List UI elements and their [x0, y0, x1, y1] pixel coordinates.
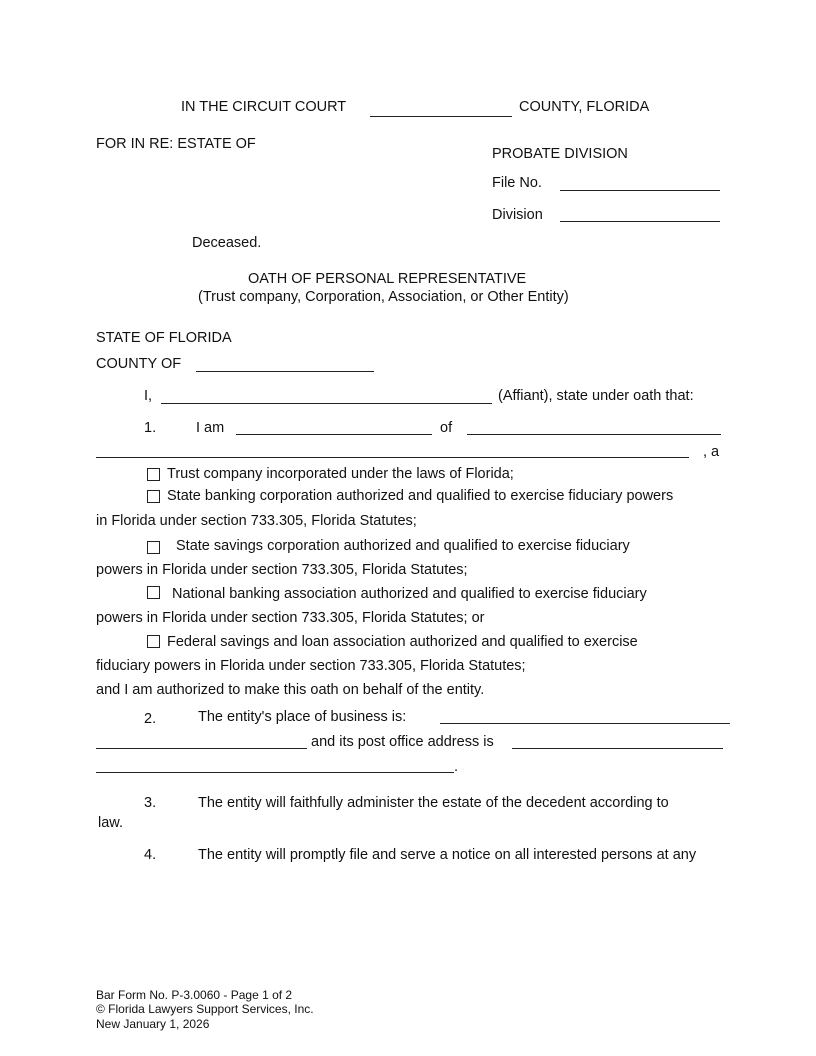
affiant-name-blank[interactable]: [161, 403, 492, 404]
option-state-savings-cont: powers in Florida under section 733.305, Florida Statutes;: [96, 562, 468, 578]
division-blank[interactable]: [560, 221, 720, 222]
para2-text: The entity's place of business is:: [198, 709, 407, 725]
place-of-business-blank[interactable]: [440, 723, 730, 724]
county-of-label: COUNTY OF: [96, 356, 182, 372]
probate-division-label: PROBATE DIVISION: [492, 146, 628, 162]
county-of-blank[interactable]: [196, 371, 374, 372]
title-blank[interactable]: [236, 434, 432, 435]
footer-form-number: Bar Form No. P-3.0060 - Page 1 of 2: [96, 988, 293, 1002]
entity-name-blank[interactable]: [467, 434, 721, 435]
para2-end: .: [454, 759, 459, 775]
file-no-blank[interactable]: [560, 190, 720, 191]
option-state-banking-cont: in Florida under section 733.305, Florida Statutes;: [96, 513, 417, 529]
option-federal-savings: Federal savings and loan association authorized and qualified to exercise: [167, 634, 638, 650]
para1-i-am: I am: [196, 420, 225, 436]
post-office-blank[interactable]: [512, 748, 723, 749]
authorized-statement: and I am authorized to make this oath on behalf of the entity.: [96, 682, 485, 698]
court-label: IN THE CIRCUIT COURT: [181, 99, 347, 115]
option-checkbox-national-banking[interactable]: [147, 586, 160, 599]
para3-text: The entity will faithfully administer the estate of the decedent according to: [198, 795, 669, 811]
estate-label: FOR IN RE: ESTATE OF: [96, 136, 256, 152]
option-state-savings: State savings corporation authorized and qualified to exercise fiduciary: [176, 538, 630, 554]
county-florida-label: COUNTY, FLORIDA: [519, 99, 650, 115]
state-label: STATE OF FLORIDA: [96, 330, 232, 346]
document-title: OATH OF PERSONAL REPRESENTATIVE: [248, 271, 527, 287]
para1-of: of: [440, 420, 453, 436]
option-national-banking-cont: powers in Florida under section 733.305, Florida Statutes; or: [96, 610, 485, 626]
post-office-blank-2[interactable]: [96, 772, 454, 773]
affiant-i-label: I,: [144, 388, 153, 404]
para4-number: 4.: [144, 847, 157, 863]
entity-name-blank-2[interactable]: [96, 457, 689, 458]
para3-text-cont: law.: [98, 815, 123, 831]
para1-a: , a: [703, 444, 720, 460]
file-no-label: File No.: [492, 175, 542, 191]
option-trust-company: Trust company incorporated under the laws of Florida;: [167, 466, 514, 482]
para4-text: The entity will promptly file and serve a notice on all interested persons at any: [198, 847, 697, 863]
document-subtitle: (Trust company, Corporation, Association, or Other Entity): [198, 289, 569, 305]
option-state-banking: State banking corporation authorized and qualified to exercise fiduciary powers: [167, 488, 674, 504]
option-checkbox-state-banking[interactable]: [147, 490, 160, 503]
option-checkbox-state-savings[interactable]: [147, 541, 160, 554]
county-blank[interactable]: [370, 116, 512, 117]
para2-post-office: and its post office address is: [311, 734, 494, 750]
para3-number: 3.: [144, 795, 157, 811]
place-of-business-blank-2[interactable]: [96, 748, 307, 749]
option-checkbox-federal-savings[interactable]: [147, 635, 160, 648]
footer-date: New January 1, 2026: [96, 1017, 210, 1031]
division-label: Division: [492, 207, 543, 223]
deceased-label: Deceased.: [192, 235, 262, 251]
option-federal-savings-cont: fiduciary powers in Florida under section 733.305, Florida Statutes;: [96, 658, 526, 674]
para1-number: 1.: [144, 420, 157, 436]
footer-copyright: © Florida Lawyers Support Services, Inc.: [96, 1002, 314, 1016]
affiant-oath-text: (Affiant), state under oath that:: [498, 388, 694, 404]
option-national-banking: National banking association authorized and qualified to exercise fiduciary: [172, 586, 647, 602]
option-checkbox-trust-company[interactable]: [147, 468, 160, 481]
para2-number: 2.: [144, 711, 157, 727]
